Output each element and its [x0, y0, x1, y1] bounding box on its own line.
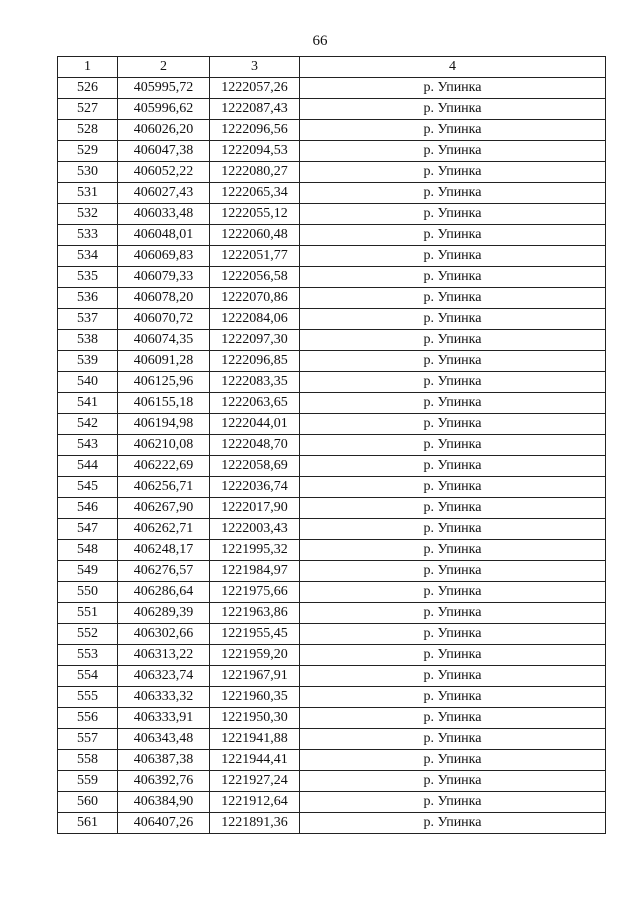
- table-row: [58, 267, 606, 288]
- coordinate-y: 1222080,27: [210, 162, 300, 183]
- coordinate-x: 406078,20: [118, 288, 210, 309]
- coordinate-y: 1222096,85: [210, 351, 300, 372]
- coordinate-x: 406289,39: [118, 603, 210, 624]
- header-row: [58, 57, 606, 78]
- boundary-description: р. Упинка: [300, 141, 606, 162]
- boundary-description: р. Упинка: [300, 498, 606, 519]
- coordinate-x: 406313,22: [118, 645, 210, 666]
- coordinate-x: 406125,96: [118, 372, 210, 393]
- table-row: [58, 204, 606, 225]
- coordinate-y: 1222017,90: [210, 498, 300, 519]
- coordinate-y: 1222065,34: [210, 183, 300, 204]
- boundary-description: р. Упинка: [300, 519, 606, 540]
- coordinate-y: 1221944,41: [210, 750, 300, 771]
- table-row: [58, 645, 606, 666]
- boundary-description: р. Упинка: [300, 78, 606, 99]
- coordinate-x: 406155,18: [118, 393, 210, 414]
- boundary-description: р. Упинка: [300, 330, 606, 351]
- coordinate-y: 1221927,24: [210, 771, 300, 792]
- coordinate-y: 1221955,45: [210, 624, 300, 645]
- boundary-description: р. Упинка: [300, 99, 606, 120]
- table-row: [58, 99, 606, 120]
- coordinate-x: 406392,76: [118, 771, 210, 792]
- coordinate-x: 406033,48: [118, 204, 210, 225]
- row-number: 535: [58, 267, 118, 288]
- coordinates-table: [57, 56, 606, 834]
- table-row: [58, 519, 606, 540]
- coordinate-y: 1221995,32: [210, 540, 300, 561]
- coordinate-y: 1221941,88: [210, 729, 300, 750]
- coordinate-x: 405996,62: [118, 99, 210, 120]
- boundary-description: р. Упинка: [300, 246, 606, 267]
- table-row: [58, 225, 606, 246]
- coordinate-y: 1222048,70: [210, 435, 300, 456]
- boundary-description: р. Упинка: [300, 414, 606, 435]
- row-number: 559: [58, 771, 118, 792]
- table-row: [58, 288, 606, 309]
- table-row: [58, 792, 606, 813]
- coordinate-x: 406333,32: [118, 687, 210, 708]
- coordinate-y: 1222057,26: [210, 78, 300, 99]
- coordinate-x: 406333,91: [118, 708, 210, 729]
- boundary-description: р. Упинка: [300, 624, 606, 645]
- boundary-description: р. Упинка: [300, 456, 606, 477]
- coordinate-y: 1222094,53: [210, 141, 300, 162]
- coordinate-x: 406026,20: [118, 120, 210, 141]
- coordinate-x: 406343,48: [118, 729, 210, 750]
- table-row: [58, 351, 606, 372]
- coordinate-y: 1221963,86: [210, 603, 300, 624]
- boundary-description: р. Упинка: [300, 603, 606, 624]
- coordinate-x: 406074,35: [118, 330, 210, 351]
- table-row: [58, 414, 606, 435]
- boundary-description: р. Упинка: [300, 645, 606, 666]
- row-number: 539: [58, 351, 118, 372]
- boundary-description: р. Упинка: [300, 666, 606, 687]
- row-number: 541: [58, 393, 118, 414]
- table-row: [58, 141, 606, 162]
- boundary-description: р. Упинка: [300, 813, 606, 834]
- table-row: [58, 624, 606, 645]
- boundary-description: р. Упинка: [300, 288, 606, 309]
- boundary-description: р. Упинка: [300, 267, 606, 288]
- boundary-description: р. Упинка: [300, 372, 606, 393]
- row-number: 544: [58, 456, 118, 477]
- coordinate-x: 406079,33: [118, 267, 210, 288]
- column-header: 2: [118, 57, 210, 78]
- row-number: 542: [58, 414, 118, 435]
- row-number: 534: [58, 246, 118, 267]
- row-number: 530: [58, 162, 118, 183]
- row-number: 556: [58, 708, 118, 729]
- coordinate-x: 406222,69: [118, 456, 210, 477]
- coordinate-y: 1222083,35: [210, 372, 300, 393]
- coordinate-y: 1222084,06: [210, 309, 300, 330]
- row-number: 561: [58, 813, 118, 834]
- coordinate-x: 406323,74: [118, 666, 210, 687]
- coordinate-x: 406256,71: [118, 477, 210, 498]
- table-row: [58, 750, 606, 771]
- row-number: 536: [58, 288, 118, 309]
- table-row: [58, 246, 606, 267]
- row-number: 533: [58, 225, 118, 246]
- row-number: 549: [58, 561, 118, 582]
- row-number: 558: [58, 750, 118, 771]
- table-row: [58, 162, 606, 183]
- coordinate-y: 1222070,86: [210, 288, 300, 309]
- row-number: 538: [58, 330, 118, 351]
- boundary-description: р. Упинка: [300, 351, 606, 372]
- table-row: [58, 666, 606, 687]
- boundary-description: р. Упинка: [300, 582, 606, 603]
- coordinate-y: 1222058,69: [210, 456, 300, 477]
- boundary-description: р. Упинка: [300, 540, 606, 561]
- boundary-description: р. Упинка: [300, 183, 606, 204]
- table-row: [58, 603, 606, 624]
- table-row: [58, 330, 606, 351]
- coordinate-x: 406407,26: [118, 813, 210, 834]
- column-header: 3: [210, 57, 300, 78]
- coordinate-y: 1221984,97: [210, 561, 300, 582]
- coordinate-x: 406047,38: [118, 141, 210, 162]
- coordinate-y: 1221967,91: [210, 666, 300, 687]
- coordinate-x: 406091,28: [118, 351, 210, 372]
- boundary-description: р. Упинка: [300, 708, 606, 729]
- table-row: [58, 708, 606, 729]
- table-row: [58, 456, 606, 477]
- row-number: 554: [58, 666, 118, 687]
- row-number: 553: [58, 645, 118, 666]
- coordinate-x: 406302,66: [118, 624, 210, 645]
- boundary-description: р. Упинка: [300, 771, 606, 792]
- row-number: 529: [58, 141, 118, 162]
- coordinate-x: 406267,90: [118, 498, 210, 519]
- coordinate-x: 406248,17: [118, 540, 210, 561]
- row-number: 552: [58, 624, 118, 645]
- table-row: [58, 309, 606, 330]
- table-row: [58, 540, 606, 561]
- boundary-description: р. Упинка: [300, 225, 606, 246]
- coordinate-x: 406384,90: [118, 792, 210, 813]
- column-header: 4: [300, 57, 606, 78]
- coordinate-y: 1222063,65: [210, 393, 300, 414]
- coordinate-x: 406210,08: [118, 435, 210, 456]
- row-number: 551: [58, 603, 118, 624]
- coordinate-y: 1222060,48: [210, 225, 300, 246]
- table-row: [58, 729, 606, 750]
- boundary-description: р. Упинка: [300, 393, 606, 414]
- table-row: [58, 813, 606, 834]
- table-row: [58, 561, 606, 582]
- coordinate-y: 1221912,64: [210, 792, 300, 813]
- row-number: 555: [58, 687, 118, 708]
- table-row: [58, 393, 606, 414]
- coordinate-x: 406387,38: [118, 750, 210, 771]
- row-number: 557: [58, 729, 118, 750]
- coordinate-x: 406027,43: [118, 183, 210, 204]
- page-number: 66: [312, 33, 328, 49]
- boundary-description: р. Упинка: [300, 120, 606, 141]
- coordinate-y: 1221959,20: [210, 645, 300, 666]
- table-row: [58, 78, 606, 99]
- table-row: [58, 435, 606, 456]
- coordinate-y: 1222051,77: [210, 246, 300, 267]
- table-row: [58, 687, 606, 708]
- row-number: 531: [58, 183, 118, 204]
- row-number: 546: [58, 498, 118, 519]
- column-header: 1: [58, 57, 118, 78]
- row-number: 547: [58, 519, 118, 540]
- row-number: 526: [58, 78, 118, 99]
- coordinate-x: 406069,83: [118, 246, 210, 267]
- row-number: 527: [58, 99, 118, 120]
- coordinate-x: 406276,57: [118, 561, 210, 582]
- coordinate-y: 1222097,30: [210, 330, 300, 351]
- table-row: [58, 372, 606, 393]
- row-number: 550: [58, 582, 118, 603]
- boundary-description: р. Упинка: [300, 792, 606, 813]
- table-row: [58, 477, 606, 498]
- table-row: [58, 183, 606, 204]
- row-number: 537: [58, 309, 118, 330]
- boundary-description: р. Упинка: [300, 309, 606, 330]
- coordinate-y: 1222056,58: [210, 267, 300, 288]
- boundary-description: р. Упинка: [300, 687, 606, 708]
- coordinate-x: 406194,98: [118, 414, 210, 435]
- table-row: [58, 582, 606, 603]
- boundary-description: р. Упинка: [300, 204, 606, 225]
- coordinate-x: 406286,64: [118, 582, 210, 603]
- coordinate-x: 406262,71: [118, 519, 210, 540]
- table-row: [58, 771, 606, 792]
- coordinate-y: 1222044,01: [210, 414, 300, 435]
- coordinate-x: 406070,72: [118, 309, 210, 330]
- boundary-description: р. Упинка: [300, 435, 606, 456]
- coordinate-x: 406052,22: [118, 162, 210, 183]
- table-row: [58, 498, 606, 519]
- coordinate-y: 1221891,36: [210, 813, 300, 834]
- row-number: 532: [58, 204, 118, 225]
- coordinate-y: 1222036,74: [210, 477, 300, 498]
- row-number: 528: [58, 120, 118, 141]
- boundary-description: р. Упинка: [300, 729, 606, 750]
- row-number: 545: [58, 477, 118, 498]
- boundary-description: р. Упинка: [300, 162, 606, 183]
- coordinate-x: 406048,01: [118, 225, 210, 246]
- coordinate-y: 1221960,35: [210, 687, 300, 708]
- coordinate-y: 1222003,43: [210, 519, 300, 540]
- boundary-description: р. Упинка: [300, 750, 606, 771]
- row-number: 560: [58, 792, 118, 813]
- coordinate-y: 1221975,66: [210, 582, 300, 603]
- coordinate-y: 1222055,12: [210, 204, 300, 225]
- row-number: 543: [58, 435, 118, 456]
- coordinate-y: 1222096,56: [210, 120, 300, 141]
- coordinate-y: 1221950,30: [210, 708, 300, 729]
- row-number: 540: [58, 372, 118, 393]
- coordinate-y: 1222087,43: [210, 99, 300, 120]
- coordinate-x: 405995,72: [118, 78, 210, 99]
- boundary-description: р. Упинка: [300, 561, 606, 582]
- row-number: 548: [58, 540, 118, 561]
- boundary-description: р. Упинка: [300, 477, 606, 498]
- table-row: [58, 120, 606, 141]
